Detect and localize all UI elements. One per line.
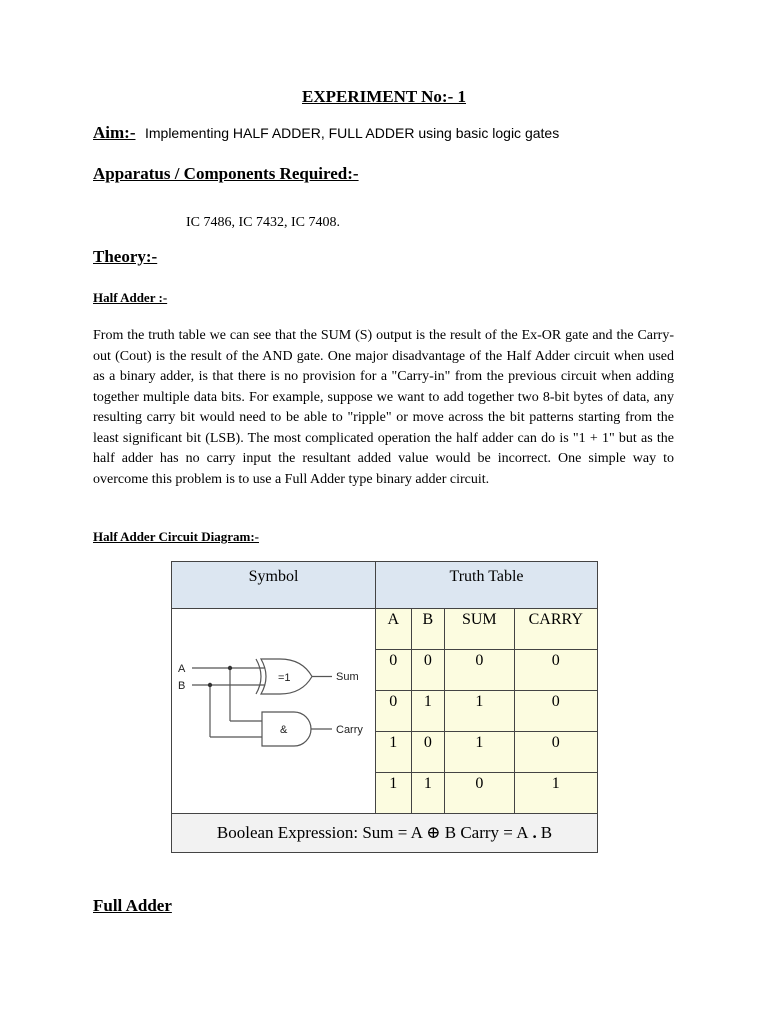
- column-header-sum: SUM: [445, 609, 514, 650]
- boolean-expression-part: Boolean Expression: Sum = A: [216, 823, 422, 842]
- theory-heading: Theory:-: [93, 247, 158, 266]
- table-cell: 0: [376, 650, 412, 691]
- half-adder-circuit-diagram: [172, 612, 375, 810]
- half-adder-table: [171, 561, 598, 853]
- and-gate-label: &: [280, 724, 288, 736]
- junction-dot-b: [208, 683, 212, 687]
- table-cell: 1: [445, 732, 514, 773]
- aim-label: Aim:-: [93, 123, 136, 142]
- boolean-expression-part: B: [540, 823, 553, 842]
- truth-table-header: Truth Table: [376, 562, 598, 609]
- carry-label: Carry: [336, 724, 363, 736]
- table-cell: 1: [514, 773, 598, 814]
- table-cell: 0: [445, 650, 514, 691]
- theory-paragraph: From the truth table we can see that the SUM (S) output is the result of the Ex-OR gate and the Carry-out (Cout) is the result of the AND gate. One major disadvantage of the Half Adder circuit when used as a binary adder, is that there is no provision for a "Carry-in" from the previous circuit when adding together multiple data bits. For example, suppose we want to add together two 8-bit bytes of data, any resulting carry bit would need to be able to "ripple" or move across the bit patterns starting from the least significant bit (LSB). The most complicated operation the half adder can do is "1 + 1" but as the half adder has no carry input the resultant added value would be incorrect. One simple way to overcome this problem is to use a Full Adder type binary adder circuit.: [93, 328, 674, 487]
- junction-dot-a: [228, 666, 232, 670]
- table-cell: 1: [376, 732, 412, 773]
- table-cell: 0: [445, 773, 514, 814]
- circuit-diagram-heading: Half Adder Circuit Diagram:-: [93, 529, 259, 544]
- half-adder-symbol: [172, 609, 376, 814]
- table-cell: 1: [411, 773, 445, 814]
- table-cell: 0: [411, 732, 445, 773]
- aim-text: Implementing HALF ADDER, FULL ADDER using basic logic gates: [144, 125, 560, 141]
- full-adder-heading: Full Adder: [93, 896, 172, 915]
- apparatus-heading: Apparatus / Components Required:-: [93, 164, 359, 183]
- aim-line: [93, 123, 559, 143]
- column-header-carry: CARRY: [514, 609, 598, 650]
- input-a-label: A: [178, 663, 186, 675]
- table-cell: 0: [514, 732, 598, 773]
- page-title: EXPERIMENT No:- 1: [301, 87, 467, 106]
- table-cell: 0: [411, 650, 445, 691]
- boolean-expression: [172, 814, 598, 853]
- sum-label: Sum: [336, 671, 359, 683]
- table-cell: 0: [376, 691, 412, 732]
- and-symbol: .: [532, 823, 537, 842]
- input-b-label: B: [178, 680, 186, 692]
- boolean-expression-part: B Carry = A: [444, 823, 529, 842]
- table-cell: 0: [514, 691, 598, 732]
- table-cell: 0: [514, 650, 598, 691]
- xor-gate-extra-arc: [256, 659, 261, 694]
- xor-symbol: ⊕: [426, 823, 441, 842]
- xor-gate-label: =1: [278, 672, 291, 684]
- half-adder-heading: Half Adder :-: [93, 290, 168, 305]
- column-header-b: B: [411, 609, 445, 650]
- symbol-header: Symbol: [172, 562, 376, 609]
- column-header-a: A: [376, 609, 412, 650]
- table-cell: 1: [445, 691, 514, 732]
- table-cell: 1: [411, 691, 445, 732]
- apparatus-items: IC 7486, IC 7432, IC 7408.: [186, 215, 340, 230]
- table-cell: 1: [376, 773, 412, 814]
